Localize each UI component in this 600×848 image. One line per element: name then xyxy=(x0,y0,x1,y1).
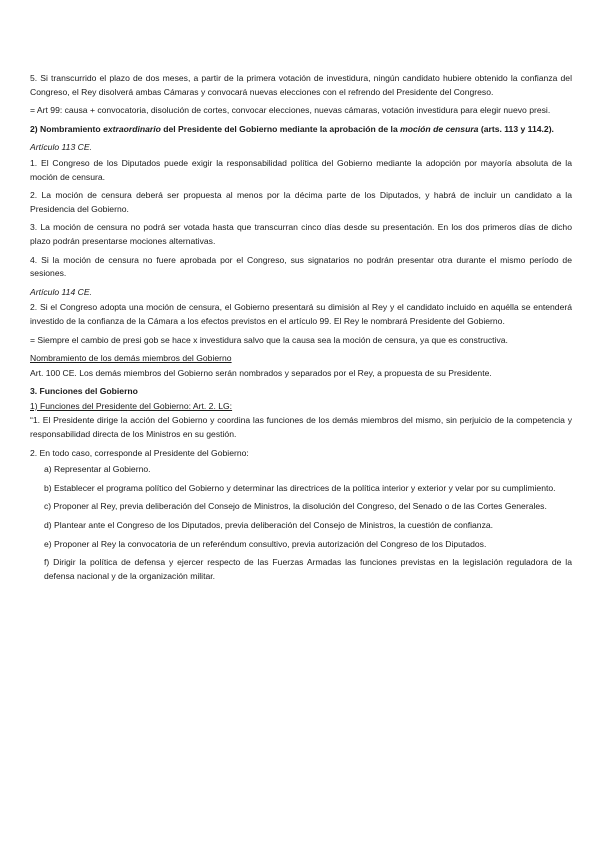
heading-text: del Presidente del Gobierno mediante la aprobación de la xyxy=(160,123,401,134)
lg-item-b: b) Establecer el programa político del Gobierno y determinar las directrices de la política interior y exterior y velar por su cumplimiento. xyxy=(44,482,556,493)
appointment-other-members-title: Nombramiento de los demás miembros del Gobierno xyxy=(30,353,232,364)
lg-item-1: “1. El Presidente dirige la acción del Gobierno y coordina las funciones de los demás miembros del mismo, sin perjuicio de la competencia y responsabilidad directa de los Ministros en su gestión. xyxy=(30,415,572,440)
lg-item-f: f) Dirigir la política de defensa y ejercer respecto de las Fuerzas Armadas las funciones previstas en la legislación reguladora de la defensa nacional y de la organización militar. xyxy=(44,557,572,581)
heading-extraordinary-appointment xyxy=(30,123,572,137)
president-functions-title: 1) Funciones del Presidente del Gobierno: Art. 2. LG: xyxy=(30,400,233,411)
note-art99: = Art 99: causa + convocatoria, disolución de cortes, convocar elecciones, nuevas cámaras, votación investidura para elegir nuevo presi. xyxy=(30,105,551,116)
heading-text: (arts. 113 y 114.2). xyxy=(478,123,554,134)
heading-emphasis: extraordinario xyxy=(103,123,161,134)
article-113-item-4: 4. Si la moción de censura no fuere aprobada por el Congreso, sus signatarios no podrán presentar otra durante el mismo período de sesiones. xyxy=(30,254,572,279)
article-113-item-2: 2. La moción de censura deberá ser propuesta al menos por la décima parte de los Diputados, y habrá de incluir un candidato a la Presidencia del Gobierno. xyxy=(30,190,572,214)
article-113-label: Artículo 113 CE. xyxy=(30,142,92,153)
article-100: Art. 100 CE. Los demás miembros del Gobierno serán nombrados y separados por el Rey, a propuesta de su Presidente. xyxy=(30,367,492,378)
lg-item-c: c) Proponer al Rey, previa deliberación del Consejo de Ministros, la disolución del Congreso, del Senado o de las Cortes Generales. xyxy=(44,501,547,512)
article-114-label: Artículo 114 CE. xyxy=(30,286,92,297)
article-113-item-1: 1. El Congreso de los Diputados puede exigir la responsabilidad política del Gobierno mediante la adopción por mayoría absoluta de la moción de censura. xyxy=(30,157,572,182)
lg-item-e: e) Proponer al Rey la convocatoria de un referéndum consultivo, previa autorización del Congreso de los Diputados. xyxy=(44,538,487,549)
lg-item-2: 2. En todo caso, corresponde al Presidente del Gobierno: xyxy=(30,447,249,458)
note-constructive: = Siempre el cambio de presi gob se hace x investidura salvo que la causa sea la moción de censura, ya que es constructiva. xyxy=(30,334,508,345)
article-113-item-3: 3. La moción de censura no podrá ser votada hasta que transcurran cinco días desde su presentación. En los dos primeros días de dicho plazo podrán presentarse mociones alternativas. xyxy=(30,222,572,246)
paragraph-article99-5: 5. Si transcurrido el plazo de dos meses, a partir de la primera votación de investidura, ningún candidato hubiere obtenido la confianza del Congreso, el Rey disolverá ambas Cámaras y convocará nuevas elecciones con el refrendo del Presidente del Congreso. xyxy=(30,73,572,97)
article-114-item-2: 2. Si el Congreso adopta una moción de censura, el Gobierno presentará su dimisión al Rey y el candidato incluido en aquélla se entenderá investido de la confianza de la Cámara a los efectos previstos en el artículo 99. El Rey le nombrará Presidente del Gobierno. xyxy=(30,302,572,326)
lg-item-d: d) Plantear ante el Congreso de los Diputados, previa deliberación del Consejo de Ministros, la cuestión de confianza. xyxy=(44,520,494,531)
heading-emphasis: moción de censura xyxy=(400,123,479,134)
section-3-title: 3. Funciones del Gobierno xyxy=(30,386,138,397)
heading-text: 2) Nombramiento xyxy=(30,123,104,134)
lg-item-a: a) Representar al Gobierno. xyxy=(44,464,151,475)
